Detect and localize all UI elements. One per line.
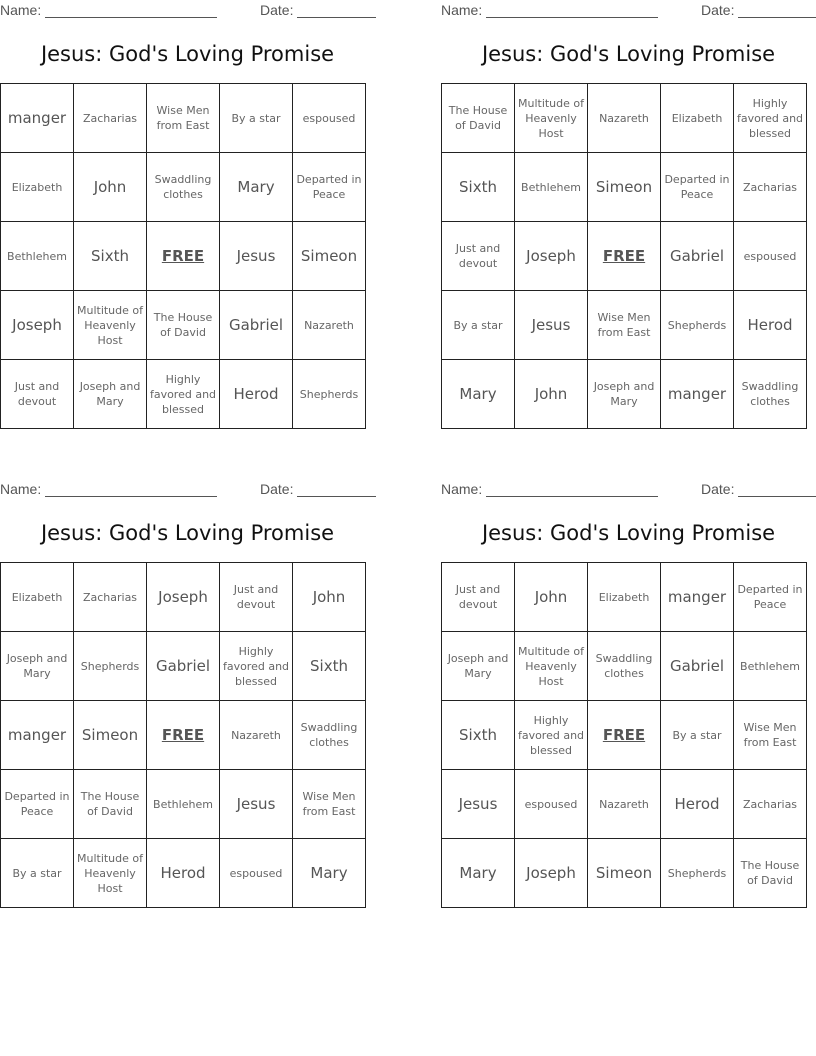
bingo-cell: Nazareth [293, 291, 366, 360]
bingo-cell: The House of David [442, 84, 515, 153]
bingo-cell: Gabriel [661, 632, 734, 701]
name-date-row [0, 481, 380, 499]
bingo-cell: Nazareth [220, 701, 293, 770]
bingo-cell: Sixth [293, 632, 366, 701]
name-label: Name: [0, 2, 42, 18]
bingo-cell: John [515, 360, 588, 429]
name-label: Name: [0, 481, 42, 497]
bingo-cell: Swaddling clothes [734, 360, 807, 429]
bingo-cell: Zacharias [74, 84, 147, 153]
bingo-cell: Wise Men from East [293, 770, 366, 839]
bingo-cell: Multitude of Heavenly Host [74, 291, 147, 360]
bingo-cell: The House of David [734, 839, 807, 908]
bingo-cell: Shepherds [661, 291, 734, 360]
grid-row [442, 360, 807, 429]
date-blank [297, 496, 376, 497]
grid-row [442, 291, 807, 360]
bingo-cell: Just and devout [220, 563, 293, 632]
date-blank [738, 17, 816, 18]
bingo-cell: Highly favored and blessed [147, 360, 220, 429]
grid-row [1, 291, 366, 360]
bingo-cell: Jesus [220, 222, 293, 291]
card-title: Jesus: God's Loving Promise [40, 521, 335, 545]
bingo-cell: Joseph [515, 222, 588, 291]
bingo-cell: By a star [661, 701, 734, 770]
bingo-grid [0, 83, 366, 429]
bingo-cell: Shepherds [293, 360, 366, 429]
bingo-cell: Sixth [74, 222, 147, 291]
grid-row [1, 839, 366, 908]
bingo-cell: manger [661, 563, 734, 632]
bingo-cell: Joseph [1, 291, 74, 360]
bingo-cell: Bethlehem [1, 222, 74, 291]
bingo-cell: By a star [1, 839, 74, 908]
bingo-cell: Joseph and Mary [1, 632, 74, 701]
bingo-cell: Multitude of Heavenly Host [74, 839, 147, 908]
bingo-cell: Elizabeth [588, 563, 661, 632]
bingo-cell: Joseph and Mary [442, 632, 515, 701]
bingo-cell: Zacharias [734, 770, 807, 839]
grid-row [442, 222, 807, 291]
bingo-cell: Elizabeth [1, 153, 74, 222]
grid-row [1, 360, 366, 429]
date-label: Date: [260, 2, 294, 18]
grid-row [442, 839, 807, 908]
bingo-cell: Simeon [588, 153, 661, 222]
bingo-cell: Joseph [147, 563, 220, 632]
grid-row [1, 153, 366, 222]
bingo-cell: Simeon [74, 701, 147, 770]
card-title: Jesus: God's Loving Promise [481, 521, 776, 545]
bingo-cell: Zacharias [74, 563, 147, 632]
bingo-cell: Simeon [293, 222, 366, 291]
date-label: Date: [701, 2, 735, 18]
name-label: Name: [441, 481, 483, 497]
bingo-cell: Departed in Peace [1, 770, 74, 839]
bingo-cell: Bethlehem [515, 153, 588, 222]
bingo-cell: Highly favored and blessed [734, 84, 807, 153]
bingo-cell: John [515, 563, 588, 632]
bingo-cell: Highly favored and blessed [220, 632, 293, 701]
bingo-cell: Gabriel [220, 291, 293, 360]
bingo-cell: Simeon [588, 839, 661, 908]
free-space-cell: FREE [147, 222, 220, 291]
bingo-cell: Jesus [220, 770, 293, 839]
grid-row [1, 222, 366, 291]
grid-row [1, 701, 366, 770]
name-blank [45, 17, 217, 18]
bingo-cell: espoused [515, 770, 588, 839]
grid-row [442, 632, 807, 701]
bingo-cell: Gabriel [147, 632, 220, 701]
bingo-cell: Swaddling clothes [293, 701, 366, 770]
bingo-cell: Swaddling clothes [147, 153, 220, 222]
name-date-row [441, 481, 816, 499]
free-space-cell: FREE [588, 701, 661, 770]
bingo-cell: Wise Men from East [588, 291, 661, 360]
name-blank [45, 496, 217, 497]
bingo-cell: John [293, 563, 366, 632]
bingo-cell: Mary [442, 839, 515, 908]
bingo-cell: Zacharias [734, 153, 807, 222]
bingo-cell: Joseph [515, 839, 588, 908]
name-date-row [0, 2, 380, 20]
bingo-cell: Jesus [515, 291, 588, 360]
bingo-cell: Highly favored and blessed [515, 701, 588, 770]
name-date-row [441, 2, 816, 20]
bingo-cell: espoused [734, 222, 807, 291]
name-blank [486, 496, 658, 497]
bingo-cell: Departed in Peace [734, 563, 807, 632]
bingo-cell: Just and devout [442, 222, 515, 291]
grid-row [442, 153, 807, 222]
name-blank [486, 17, 658, 18]
free-space-cell: FREE [147, 701, 220, 770]
bingo-cell: Sixth [442, 153, 515, 222]
bingo-cell: Bethlehem [147, 770, 220, 839]
bingo-cell: Shepherds [661, 839, 734, 908]
date-label: Date: [260, 481, 294, 497]
bingo-cell: The House of David [74, 770, 147, 839]
free-space-cell: FREE [588, 222, 661, 291]
date-label: Date: [701, 481, 735, 497]
bingo-cell: Herod [220, 360, 293, 429]
bingo-cell: Departed in Peace [293, 153, 366, 222]
bingo-cell: Mary [442, 360, 515, 429]
bingo-cell: Wise Men from East [734, 701, 807, 770]
bingo-cell: espoused [220, 839, 293, 908]
bingo-cell: Herod [734, 291, 807, 360]
bingo-cell: Joseph and Mary [588, 360, 661, 429]
bingo-cell: Just and devout [1, 360, 74, 429]
bingo-cell: Bethlehem [734, 632, 807, 701]
bingo-cell: Multitude of Heavenly Host [515, 84, 588, 153]
bingo-grid [0, 562, 366, 908]
name-label: Name: [441, 2, 483, 18]
bingo-cell: Jesus [442, 770, 515, 839]
bingo-cell: By a star [442, 291, 515, 360]
grid-row [442, 84, 807, 153]
bingo-grid [441, 83, 807, 429]
bingo-cell: Nazareth [588, 770, 661, 839]
bingo-cell: Mary [293, 839, 366, 908]
bingo-cell: Herod [661, 770, 734, 839]
bingo-cell: Wise Men from East [147, 84, 220, 153]
bingo-cell: Elizabeth [1, 563, 74, 632]
bingo-cell: manger [1, 701, 74, 770]
bingo-grid [441, 562, 807, 908]
grid-row [1, 563, 366, 632]
bingo-cell: espoused [293, 84, 366, 153]
grid-row [1, 632, 366, 701]
grid-row [1, 84, 366, 153]
bingo-cell: manger [661, 360, 734, 429]
card-title: Jesus: God's Loving Promise [481, 42, 776, 66]
card-title: Jesus: God's Loving Promise [40, 42, 335, 66]
bingo-cell: Swaddling clothes [588, 632, 661, 701]
bingo-cell: Gabriel [661, 222, 734, 291]
bingo-cell: Shepherds [74, 632, 147, 701]
bingo-cell: Joseph and Mary [74, 360, 147, 429]
bingo-cell: Mary [220, 153, 293, 222]
bingo-cell: By a star [220, 84, 293, 153]
bingo-cell: John [74, 153, 147, 222]
grid-row [442, 770, 807, 839]
grid-row [442, 701, 807, 770]
bingo-cell: Departed in Peace [661, 153, 734, 222]
date-blank [738, 496, 816, 497]
bingo-cell: Multitude of Heavenly Host [515, 632, 588, 701]
bingo-cell: Sixth [442, 701, 515, 770]
date-blank [297, 17, 376, 18]
bingo-cell: manger [1, 84, 74, 153]
bingo-cell: Nazareth [588, 84, 661, 153]
bingo-cell: Just and devout [442, 563, 515, 632]
bingo-cell: Herod [147, 839, 220, 908]
bingo-cell: The House of David [147, 291, 220, 360]
grid-row [1, 770, 366, 839]
bingo-cell: Elizabeth [661, 84, 734, 153]
grid-row [442, 563, 807, 632]
